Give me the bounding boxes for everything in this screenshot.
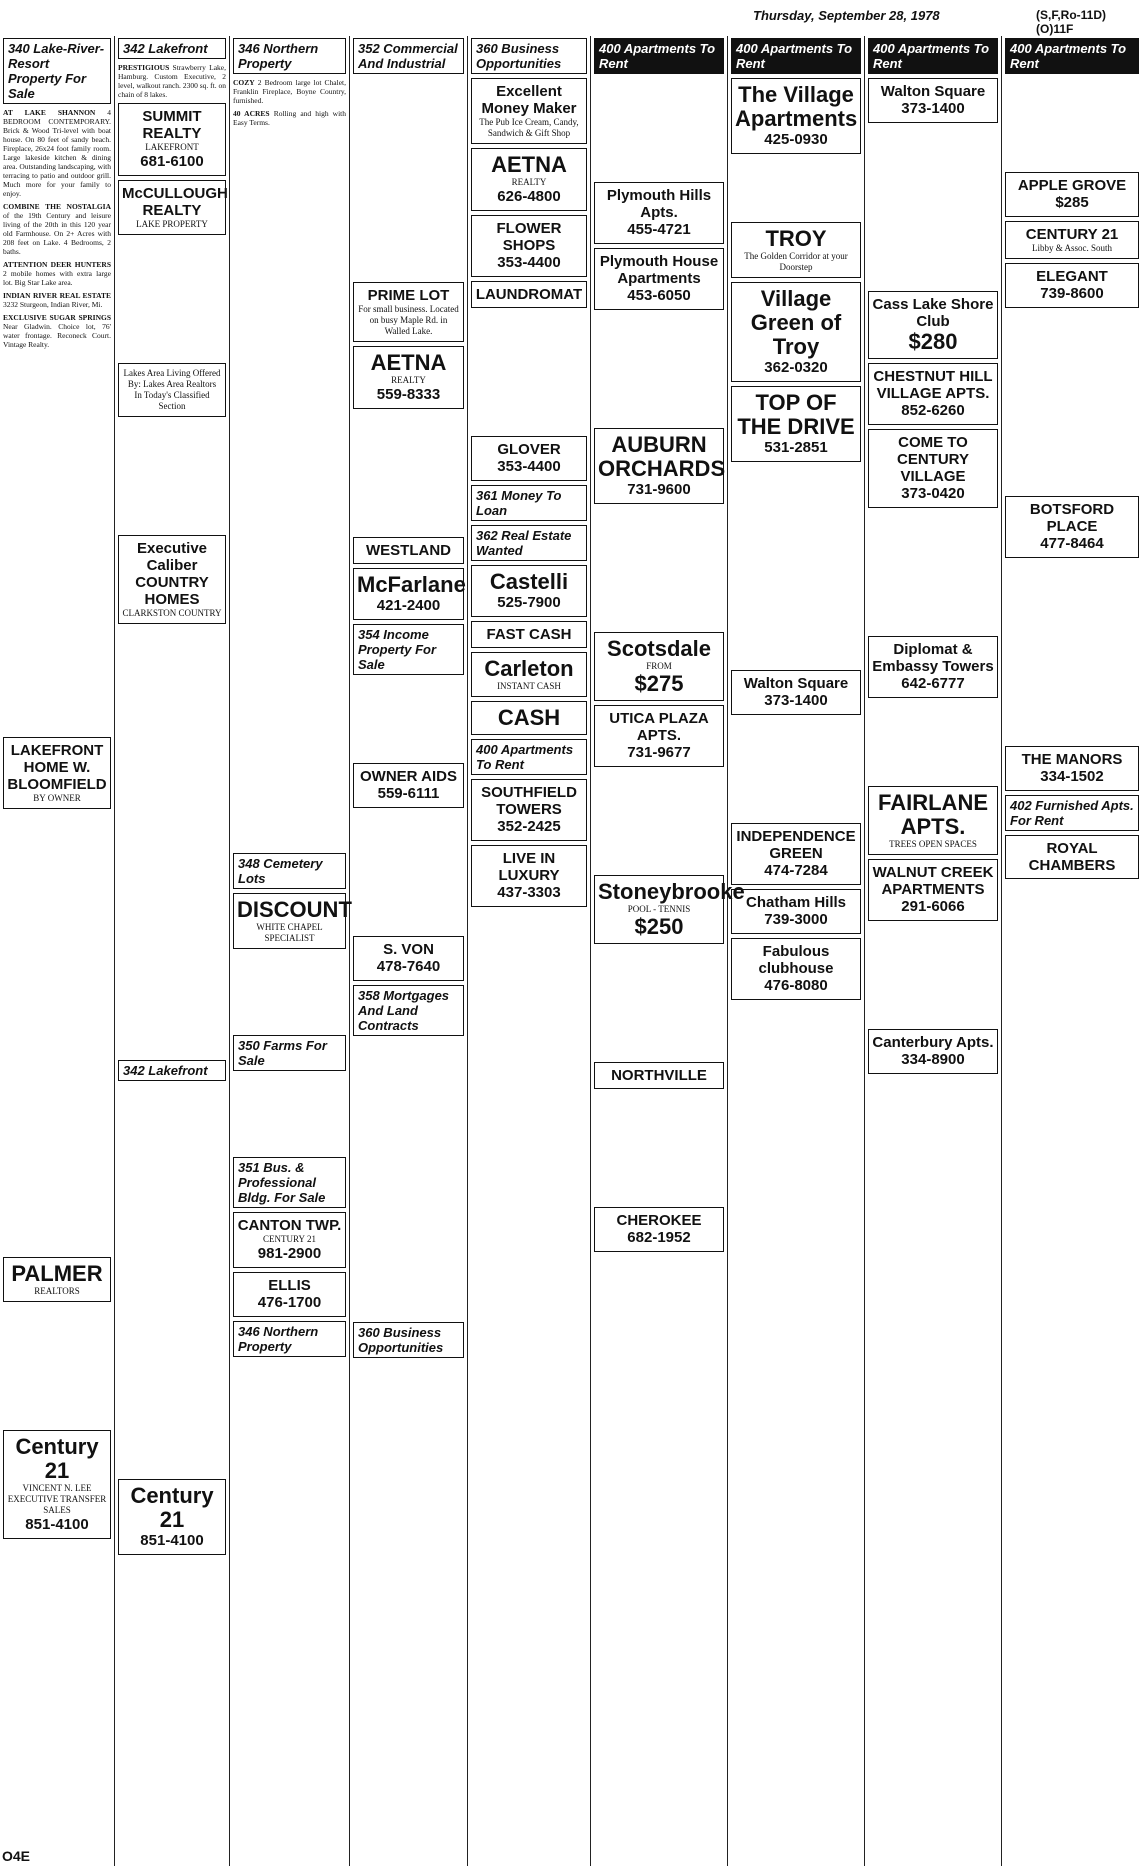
- listing-body: 2 Bedroom large lot Chalet, Franklin Fireplace, Boyne Country, furnished.: [233, 78, 347, 105]
- display-ad: [868, 78, 998, 123]
- listing-lead: PRESTIGIOUS: [118, 63, 170, 72]
- display-ad: [118, 103, 226, 176]
- listing: [3, 202, 111, 256]
- display-ad: [471, 78, 587, 144]
- listing-text-block: [233, 131, 346, 851]
- classified-page: [0, 36, 1142, 1866]
- ad-price: $250: [634, 914, 684, 939]
- ad-title: AUBURN ORCHARDS: [598, 432, 726, 481]
- page-code: (S,F,Ro-11D) (O)11F: [1036, 8, 1107, 36]
- ad-subtitle: WHITE CHAPEL SPECIALIST: [256, 922, 323, 943]
- ad-title: Chatham Hills: [745, 894, 847, 911]
- ad-subtitle: REALTY: [511, 177, 547, 187]
- display-ad: [1005, 835, 1139, 879]
- ad-subtitle: Libby & Assoc. South: [1031, 243, 1112, 253]
- display-ad: [594, 1207, 724, 1252]
- ad-subtitle: LAKE PROPERTY: [136, 219, 208, 229]
- display-ad: [868, 786, 998, 855]
- column-8: [1002, 36, 1142, 1866]
- ad-title: SOUTHFIELD TOWERS: [481, 784, 577, 818]
- display-ad: [868, 859, 998, 921]
- listing: [3, 291, 111, 309]
- listing: [3, 260, 111, 287]
- listing-body: Strawberry Lake, Hamburg. Custom Executive, 2 level, walkout ranch. 2300 sq. ft. on chain of 8 lakes.: [118, 63, 226, 99]
- ad-phone: 559-6111: [377, 785, 440, 802]
- ad-title: Scotsdale: [607, 636, 711, 661]
- listing-text-block: [353, 1040, 464, 1320]
- ad-phone: 425-0930: [764, 131, 828, 148]
- column-0: [0, 36, 115, 1866]
- listing: [3, 313, 111, 349]
- display-ad: [471, 621, 587, 648]
- ad-title: Century 21: [130, 1483, 214, 1532]
- ad-phone: 739-3000: [764, 911, 828, 928]
- ad-phone: 476-1700: [257, 1294, 322, 1311]
- display-ad: [1005, 263, 1139, 308]
- ad-title: THE MANORS: [1021, 751, 1123, 768]
- display-ad: [1005, 221, 1139, 259]
- display-ad: [594, 248, 724, 310]
- section-header: 352 Commercial And Industrial: [353, 38, 464, 74]
- ad-price: $275: [634, 671, 684, 696]
- display-ad: [353, 537, 464, 564]
- listing-lead: COMBINE THE NOSTALGIA: [3, 202, 111, 211]
- ad-subtitle: REALTORS: [34, 1286, 80, 1296]
- ad-title: Excellent Money Maker: [481, 83, 577, 117]
- listing-text-block: [594, 314, 724, 424]
- listing-text-block: [118, 421, 226, 531]
- display-ad: [1005, 746, 1139, 791]
- listing-text-block: [353, 679, 464, 759]
- column-6: [728, 36, 865, 1866]
- ad-subtitle: BY OWNER: [33, 793, 81, 803]
- listing-text-block: [118, 1085, 226, 1475]
- ad-phone: 353-4400: [497, 458, 561, 475]
- ad-phone: 373-1400: [901, 100, 965, 117]
- listing-text-block: [1005, 78, 1139, 168]
- ad-title: Village Green of Troy: [750, 286, 842, 359]
- ad-title: NORTHVILLE: [611, 1067, 707, 1084]
- ad-title: DISCOUNT: [237, 897, 352, 922]
- ad-title: WESTLAND: [366, 542, 451, 559]
- display-ad: [731, 889, 861, 934]
- ad-phone: 334-1502: [1040, 768, 1104, 785]
- ad-title: OWNER AIDS: [360, 768, 457, 785]
- listing-text-block: [868, 127, 998, 287]
- ad-phone: 531-2851: [764, 439, 828, 456]
- ad-title: The Village Apartments: [735, 82, 858, 131]
- listing: [3, 108, 111, 198]
- ad-title: SUMMIT REALTY: [142, 108, 202, 142]
- ad-title: Executive Caliber COUNTRY HOMES: [135, 540, 209, 608]
- display-ad: [731, 823, 861, 885]
- ad-subtitle: The Golden Corridor at your Doorstep: [744, 251, 848, 272]
- ad-title: Plymouth House Apartments: [599, 253, 719, 287]
- listing-body: of the 19th Century and leisure living of the 20th in this 120 year old Farmhouse. On 2+ Acres with 208 feet on Lake. 4 Bedrooms, 2 baths.: [3, 211, 111, 256]
- ad-subtitle: The Pub Ice Cream, Candy, Sandwich & Gift Shop: [479, 117, 579, 138]
- ad-title: FAST CASH: [486, 626, 572, 643]
- masthead: [0, 0, 1144, 34]
- display-ad: [594, 182, 724, 244]
- ad-title: LAUNDROMAT: [475, 286, 583, 303]
- ad-title: ROYAL CHAMBERS: [1028, 840, 1116, 874]
- section-header: 362 Real Estate Wanted: [471, 525, 587, 561]
- ad-title: ELLIS: [268, 1277, 311, 1294]
- display-ad: [594, 1062, 724, 1089]
- display-ad: [233, 1212, 346, 1268]
- ad-subtitle: INSTANT CASH: [497, 681, 561, 691]
- ad-phone: 453-6050: [627, 287, 691, 304]
- ad-phone: 626-4800: [497, 188, 561, 205]
- ad-phone: 559-8333: [376, 386, 441, 403]
- ad-title: INDEPENDENCE GREEN: [736, 828, 856, 862]
- display-ad: [868, 429, 998, 508]
- display-ad: [731, 670, 861, 715]
- listing-text-block: [731, 719, 861, 819]
- display-ad: [868, 363, 998, 425]
- display-ad: [118, 363, 226, 417]
- listing-body: 4 BEDROOM CONTEMPORARY. Brick & Wood Tri-level with boat house. On 80 feet of sandy beach. Fireplace, 26x24 foot family room. Large lakeside kitchen & dining area. Outstanding landscaping, with terracing to patio and outdoor grill. Much more for your family to enjoy.: [3, 108, 111, 198]
- display-ad: [731, 282, 861, 382]
- ad-title: AETNA: [491, 152, 567, 177]
- display-ad: [118, 1479, 226, 1555]
- display-ad: [868, 1029, 998, 1074]
- ad-phone: 353-4400: [497, 254, 561, 271]
- listing-text-block: [868, 925, 998, 1025]
- ad-title: FAIRLANE APTS.: [878, 790, 988, 839]
- ad-title: Plymouth Hills Apts.: [606, 187, 712, 221]
- ad-phone: 362-0320: [764, 359, 828, 376]
- display-ad: [471, 845, 587, 907]
- listing-text-block: [353, 78, 464, 278]
- column-4: [468, 36, 591, 1866]
- section-header: 342 Lakefront: [118, 38, 226, 59]
- ad-phone: 291-6066: [901, 898, 965, 915]
- section-header: 346 Northern Property: [233, 38, 346, 74]
- ad-title: TROY: [765, 226, 827, 251]
- ad-title: PALMER: [11, 1261, 103, 1286]
- ad-title: Castelli: [489, 569, 569, 594]
- ad-phone: 851-4100: [140, 1532, 204, 1549]
- ad-phone: 474-7284: [764, 862, 828, 879]
- ad-title: Fabulous clubhouse: [758, 943, 834, 977]
- column-7: [865, 36, 1002, 1866]
- display-ad: [353, 568, 464, 620]
- listing-text-block: [868, 512, 998, 632]
- display-ad: [594, 428, 724, 504]
- display-ad: [1005, 172, 1139, 217]
- ad-phone: 642-6777: [901, 675, 965, 692]
- ad-subtitle: In Today's Classified Section: [134, 390, 210, 411]
- ad-phone: 852-6260: [901, 402, 965, 419]
- ad-title: FLOWER SHOPS: [496, 220, 562, 254]
- display-ad: [353, 282, 464, 342]
- display-ad: [471, 779, 587, 841]
- ad-phone: 739-8600: [1040, 285, 1104, 302]
- section-header: 400 Apartments To Rent: [868, 38, 998, 74]
- ad-title: CASH: [497, 705, 561, 730]
- ad-phone: 477-8464: [1040, 535, 1104, 552]
- ad-phone: 476-8080: [764, 977, 828, 994]
- ad-title: ELEGANT: [1036, 268, 1108, 285]
- ad-title: COME TO CENTURY VILLAGE: [897, 434, 969, 485]
- ad-phone: 731-9600: [627, 481, 691, 498]
- ad-title: CENTURY 21: [1025, 226, 1119, 243]
- listing-text-block: [1005, 312, 1139, 492]
- listing-lead: ATTENTION DEER HUNTERS: [3, 260, 111, 269]
- listing-text-block: [594, 78, 724, 178]
- section-header: 402 Furnished Apts. For Rent: [1005, 795, 1139, 831]
- listing-text-block: [353, 812, 464, 932]
- ad-phone: 455-4721: [627, 221, 691, 238]
- ad-title: LIVE IN LUXURY: [498, 850, 560, 884]
- display-ad: [353, 763, 464, 808]
- listing-body: 2 mobile homes with extra large lot. Big Star Lake area.: [3, 269, 111, 287]
- listing-text-block: [3, 353, 111, 733]
- display-ad: [471, 215, 587, 277]
- section-header: 342 Lakefront: [118, 1060, 226, 1081]
- display-ad: [731, 938, 861, 1000]
- listing-lead: COZY: [233, 78, 255, 87]
- ad-title: Lakes Area Living Offered By: Lakes Area Realtors: [123, 368, 221, 389]
- display-ad: [731, 78, 861, 154]
- section-header: 340 Lake-River-Resort Property For Sale: [3, 38, 111, 104]
- listing-text-block: [118, 628, 226, 1058]
- listing-text-block: [731, 158, 861, 218]
- ad-title: UTICA PLAZA APTS.: [609, 710, 709, 744]
- display-ad: [118, 535, 226, 624]
- display-ad: [233, 893, 352, 949]
- column-1: [115, 36, 230, 1866]
- ad-title: Cass Lake Shore Club: [872, 296, 994, 330]
- listing-text-block: [233, 953, 346, 1033]
- ad-title: McCULLOUGH REALTY: [122, 185, 228, 219]
- display-ad: [471, 652, 587, 697]
- listing: [118, 63, 226, 99]
- ad-phone: 421-2400: [376, 597, 441, 614]
- section-header: 361 Money To Loan: [471, 485, 587, 521]
- ad-phone: 981-2900: [257, 1245, 322, 1262]
- footer-mark: O4E: [2, 1848, 31, 1864]
- listing-text-block: [731, 466, 861, 666]
- ad-subtitle: POOL - TENNIS: [627, 904, 691, 914]
- ad-phone: $285: [1055, 194, 1089, 211]
- section-header: 350 Farms For Sale: [233, 1035, 346, 1071]
- display-ad: [594, 632, 724, 701]
- listing-lead: INDIAN RIVER REAL ESTATE: [3, 291, 111, 300]
- section-header: 400 Apartments To Rent: [731, 38, 861, 74]
- display-ad: [353, 936, 464, 981]
- listing-text-block: [594, 948, 724, 1058]
- ad-phone: 851-4100: [25, 1516, 89, 1533]
- ad-phone: 681-6100: [140, 153, 204, 170]
- ad-title: Walton Square: [880, 83, 986, 100]
- listing-lead: EXCLUSIVE SUGAR SPRINGS: [3, 313, 111, 322]
- listing-text-block: [3, 813, 111, 1253]
- display-ad: [471, 148, 587, 211]
- display-ad: [3, 1257, 111, 1302]
- listing: [233, 109, 346, 127]
- display-ad: [731, 386, 861, 462]
- listing: [233, 78, 346, 105]
- ad-title: CHEROKEE: [616, 1212, 702, 1229]
- listing-lead: 40 ACRES: [233, 109, 270, 118]
- ad-title: S. VON: [383, 941, 434, 958]
- ad-phone: 682-1952: [627, 1229, 691, 1246]
- section-header: 400 Apartments To Rent: [594, 38, 724, 74]
- display-ad: [594, 705, 724, 767]
- ad-title: BOTSFORD PLACE: [1029, 501, 1115, 535]
- ad-title: PRIME LOT: [367, 287, 450, 304]
- ad-title: GLOVER: [497, 441, 561, 458]
- section-header: 351 Bus. & Professional Bldg. For Sale: [233, 1157, 346, 1208]
- ad-title: McFarlane: [357, 572, 466, 597]
- section-header: 360 Business Opportunities: [353, 1322, 464, 1358]
- ad-title: APPLE GROVE: [1017, 177, 1127, 194]
- display-ad: [868, 636, 998, 698]
- listing-text-block: [594, 508, 724, 628]
- ad-title: Stoneybrooke: [598, 879, 745, 904]
- section-header: 358 Mortgages And Land Contracts: [353, 985, 464, 1036]
- ad-phone: 373-1400: [764, 692, 828, 709]
- ad-subtitle: LAKEFRONT: [145, 142, 199, 152]
- ad-title: Century 21: [15, 1434, 99, 1483]
- ad-phone: 478-7640: [376, 958, 441, 975]
- display-ad: [471, 281, 587, 308]
- display-ad: [471, 565, 587, 617]
- listing-text-block: [594, 771, 724, 871]
- listing-lead: AT LAKE SHANNON: [3, 108, 96, 117]
- section-header: 346 Northern Property: [233, 1321, 346, 1357]
- ad-title: LAKEFRONT HOME W. BLOOMFIELD: [7, 742, 107, 793]
- ad-subtitle: VINCENT N. LEE EXECUTIVE TRANSFER SALES: [7, 1483, 107, 1515]
- ad-title: AETNA: [370, 350, 447, 375]
- ad-price: $280: [908, 329, 958, 354]
- display-ad: [233, 1272, 346, 1317]
- ad-title: Carleton: [484, 656, 574, 681]
- ad-subtitle: TREES OPEN SPACES: [889, 839, 977, 849]
- display-ad: [471, 436, 587, 481]
- ad-phone: 334-8900: [901, 1051, 965, 1068]
- display-ad: [118, 180, 226, 235]
- display-ad: [731, 222, 861, 278]
- display-ad: [868, 291, 998, 359]
- ad-title: WALNUT CREEK APARTMENTS: [872, 864, 994, 898]
- section-header: 400 Apartments To Rent: [1005, 38, 1139, 74]
- listing-text-block: [594, 1093, 724, 1203]
- ad-phone: 525-7900: [497, 594, 561, 611]
- ad-title: TOP OF THE DRIVE: [737, 390, 855, 439]
- listing-text-block: [233, 1075, 346, 1155]
- display-ad: [1005, 496, 1139, 558]
- ad-title: Canterbury Apts.: [872, 1034, 994, 1051]
- listing-text-block: [3, 1306, 111, 1426]
- column-5: [591, 36, 745, 1866]
- listing-text-block: [118, 239, 226, 359]
- display-ad: [594, 875, 745, 944]
- column-2: [230, 36, 350, 1866]
- ad-title: Diplomat & Embassy Towers: [872, 641, 994, 675]
- column-3: [350, 36, 468, 1866]
- listing-text-block: [471, 312, 587, 432]
- ad-subtitle: REALTY: [391, 375, 426, 385]
- display-ad: [471, 701, 587, 735]
- listing-body: Near Gladwin. Choice lot, 76' water frontage. Reconeck Court. Vintage Realty.: [3, 322, 111, 349]
- ad-subtitle: CLARKSTON COUNTRY: [122, 608, 222, 618]
- section-header: 400 Apartments To Rent: [471, 739, 587, 775]
- ad-phone: 373-0420: [901, 485, 965, 502]
- ad-subtitle: For small business. Located on busy Maple Rd. in Walled Lake.: [358, 304, 459, 336]
- ad-title: CHESTNUT HILL VILLAGE APTS.: [873, 368, 993, 402]
- listing-body: 3232 Sturgeon, Indian River, Mi.: [3, 300, 103, 309]
- ad-phone: 731-9677: [627, 744, 691, 761]
- display-ad: [353, 346, 464, 409]
- issue-date: Thursday, September 28, 1978: [753, 8, 940, 23]
- ad-title: CANTON TWP.: [237, 1217, 342, 1234]
- listing-text-block: [353, 413, 464, 533]
- listing-body: Rolling and high with Easy Terms.: [233, 109, 347, 127]
- section-header: 360 Business Opportunities: [471, 38, 587, 74]
- display-ad: [3, 737, 111, 809]
- ad-title: Walton Square: [743, 675, 849, 692]
- ad-subtitle: FROM: [646, 661, 672, 671]
- section-header: 348 Cemetery Lots: [233, 853, 346, 889]
- listing-text-block: [868, 702, 998, 782]
- section-header: 354 Income Property For Sale: [353, 624, 464, 675]
- display-ad: [3, 1430, 111, 1539]
- ad-phone: 352-2425: [497, 818, 561, 835]
- ad-subtitle: CENTURY 21: [263, 1234, 316, 1244]
- ad-phone: 437-3303: [497, 884, 561, 901]
- listing-text-block: [1005, 562, 1139, 742]
